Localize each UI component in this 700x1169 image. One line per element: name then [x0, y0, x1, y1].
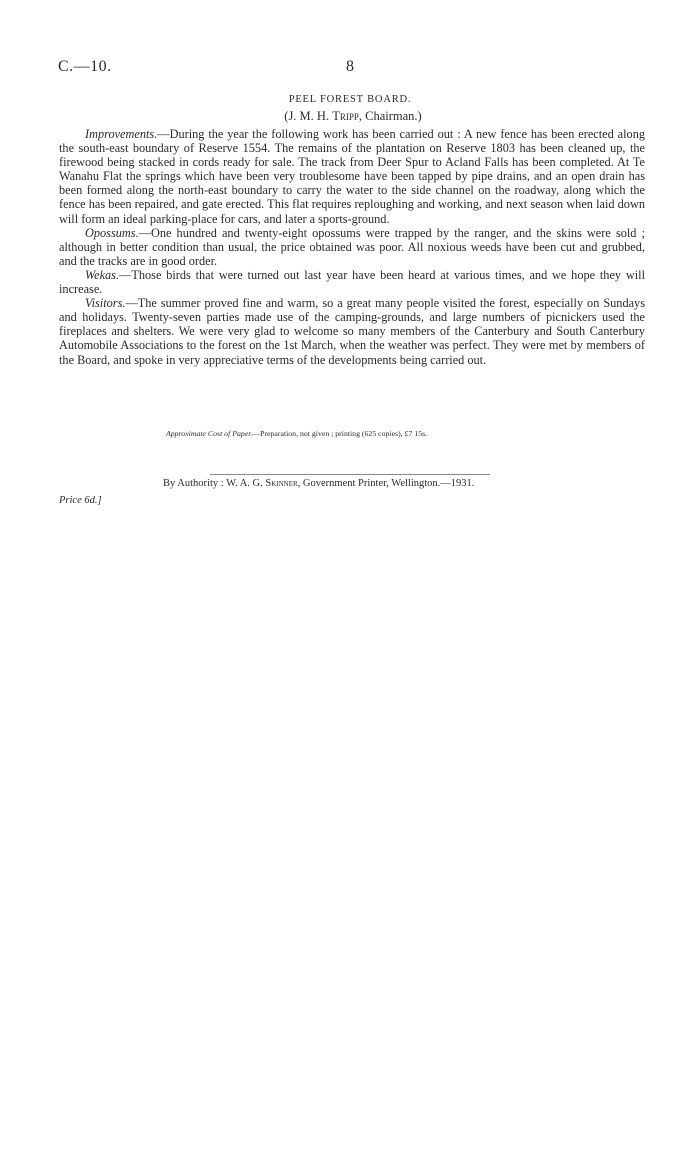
authority-prefix: By Authority : W. A. G. — [163, 478, 266, 489]
cost-of-paper-note — [166, 429, 427, 438]
paragraph-heading: Visitors. — [85, 296, 126, 311]
report-body — [59, 127, 645, 367]
footer-divider — [210, 474, 490, 475]
cost-label: Approximate Cost of Paper. — [166, 429, 253, 438]
authority-suffix: , Government Printer, Wellington.—1931. — [297, 478, 475, 489]
paragraph-text: —The summer proved fine and warm, so a great many people visited the forest, especially on Sundays and holidays. Twenty-seven parties made use of the camping-grounds, and large numbers of picnickers used the fireplaces and shelters. We were very glad to welcome so many members of the Canterbury and South Canterbury Automobile Associations to the forest on the 1st March, when the weather was perfect. They were met by members of the Board, and spoke in very appreciative terms of the developments being carried out. — [59, 296, 645, 367]
chairman-line — [0, 109, 700, 124]
cost-text: —Preparation, not given ; printing (625 copies), £7 15s. — [252, 429, 428, 438]
paragraph-heading: Opossums. — [85, 225, 139, 240]
page-number: 8 — [346, 58, 354, 75]
paragraph-visitors — [59, 296, 645, 366]
paragraph-text: —One hundred and twenty-eight opossums were trapped by the ranger, and the skins were sold ; although in better condition than usual, the price obtained was poor. All noxious weeds have been cut and grubbed, and the tracks are in good order. — [59, 225, 645, 268]
paragraph-improvements — [59, 127, 645, 226]
paragraph-wekas — [59, 268, 645, 296]
paragraph-opossums — [59, 226, 645, 268]
chairman-name: Tripp — [332, 109, 359, 123]
price-note: Price 6d.] — [59, 495, 102, 506]
section-title: PEEL FOREST BOARD. — [288, 94, 412, 105]
paragraph-text: —During the year the following work has been carried out : A new fence has been erected along the south-east boundary of Reserve 1554. The remains of the plantation on Reserve 1803 has been cleaned up, the firewood being stacked in cords ready for sale. The track from Deer Spur to Acland Falls has been completed. At Te Wanahu Flat the springs which have been very troublesome have been tapped by pipe drains, and an open drain has been formed along the north-east boundary to carry the water to the side channel on the roadway, along which the fence has been repaired, and gate erected. This flat requires reploughing and working, and next season when laid down will form an ideal parking-place for cars, and later a sports-ground. — [59, 127, 645, 226]
printer-authority — [163, 478, 474, 489]
document-reference: C.—10. — [58, 58, 112, 75]
paragraph-text: —Those birds that were turned out last year have been heard at various times, and we hope they will increase. — [59, 267, 645, 297]
chairman-close: , Chairman.) — [358, 109, 422, 123]
paragraph-heading: Wekas. — [85, 267, 120, 282]
chairman-open: (J. M. H. — [284, 109, 333, 123]
paragraph-heading: Improvements. — [85, 127, 158, 141]
printer-name: Skinner — [265, 478, 298, 489]
